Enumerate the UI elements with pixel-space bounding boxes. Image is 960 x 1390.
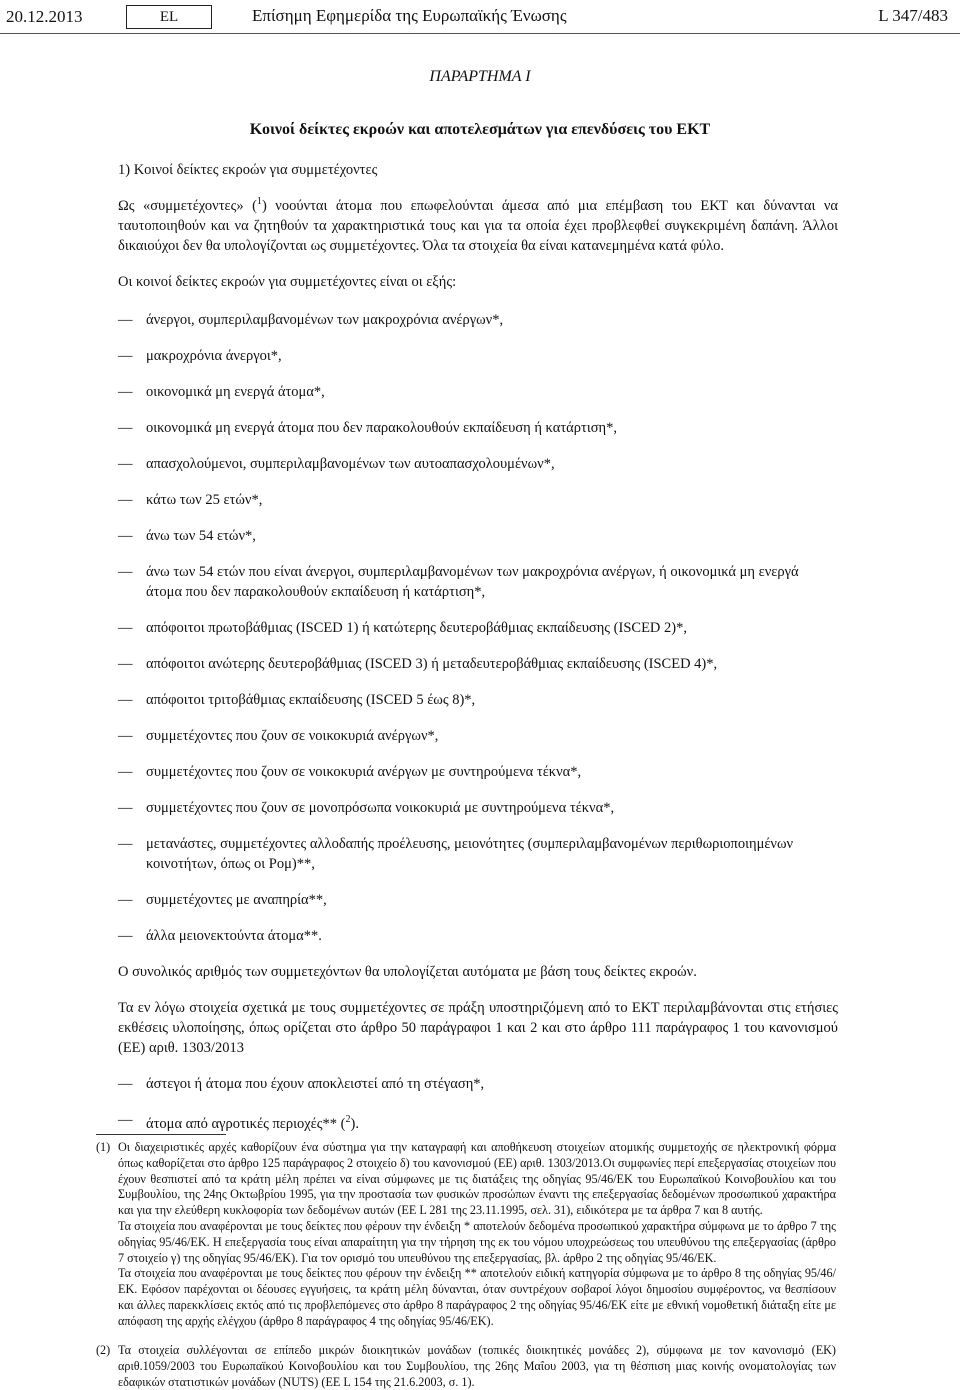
list-item: — συμμετέχοντες που ζουν σε νοικοκυριά ανέργων με συντηρούμενα τέκνα*,: [118, 763, 582, 780]
list-item: — άτομα από αγροτικές περιοχές** ($^2$).: [118, 1111, 359, 1132]
footnote-ref-1[interactable]: 1: [256, 196, 262, 207]
list-item: — συμμετέχοντες που ζουν σε μονοπρόσωπα νοικοκυριά με συντηρούμενα τέκνα*,: [118, 799, 615, 816]
total-paragraph: Ο συνολικός αριθμός των συμμετεχόντων θα υπολογίζεται αυτόματα με βάση τους δείκτες εκροών.: [118, 963, 697, 980]
list-item: — απόφοιτοι πρωτοβάθμιας (ISCED 1) ή κατώτερης δευτεροβάθμιας εκπαίδευσης (ISCED 2)*,: [118, 619, 687, 636]
list-item: — άνω των 54 ετών που είναι άνεργοι, συμπεριλαμβανομένων των μακροχρόνια ανέργων, ή οικονομικά μη ενεργά άτομα που δεν παρακολουθούν εκπαίδευση ή κατάρτιση*,: [118, 563, 799, 600]
header-date: 20.12.2013: [6, 7, 83, 26]
language-badge: EL: [126, 5, 212, 29]
footnote-2: [96, 1343, 836, 1390]
footnote-divider: [96, 1134, 226, 1135]
list-item: — άστεγοι ή άτομα που έχουν αποκλειστεί από τη στέγαση*,: [118, 1075, 485, 1092]
main-content: [118, 160, 838, 1150]
list-lead: Οι κοινοί δείκτες εκροών για συμμετέχοντες είναι οι εξής:: [118, 273, 457, 290]
intro-paragraph: Ως «συμμετέχοντες» ($^1$) νοούνται άτομα που επωφελούνται άμεσα από μια επέμβαση του ΕΚΤ και δύνανται να ταυτοποιηθούν και να ζητηθούν τα χαρακτηριστικά τους και για τα οποία έχει προβλεφθεί συγκεκριμένη δαπάνη. Άλλοι δικαιούχοι δεν θα υπολογίζονται ως συμμετέχοντες. Όλα τα στοιχεία θα είναι κατανεμημένα κατά φύλο.: [118, 196, 838, 254]
footnote-1: [96, 1140, 836, 1330]
list-item: — οικονομικά μη ενεργά άτομα*,: [118, 383, 325, 400]
list-item: — συμμετέχοντες που ζουν σε νοικοκυριά ανέργων*,: [118, 727, 439, 744]
footnote-ref-2[interactable]: 2: [345, 1113, 351, 1125]
header-divider: [0, 33, 960, 34]
list-item: — απόφοιτοι τριτοβάθμιας εκπαίδευσης (ISCED 5 έως 8)*,: [118, 691, 476, 708]
footnote-paragraph: Τα στοιχεία που αναφέρονται με τους δείκτες που φέρουν την ένδειξη ** αποτελούν ειδική κατηγορία σύμφωνα με το άρθρο 8 της οδηγίας 95/46/ΕΚ. Εφόσον παρέχονται οι δέουσες εγγυήσεις, τα κράτη μέλη δύνανται, όταν συντρέχουν σοβαροί λόγοι δημοσίου συμφέροντος, να θεσπίσουν και άλλες παρεκκλίσεις εκτός από τις προβλεπόμενες στο άρθρο 8 παράγραφος 2 της οδηγίας 95/46/ΕΚ είτε με εθνική νομοθετική διάταξη είτε με απόφαση της αρχής ελέγχου (άρθρο 8 παράγραφος 4 της οδηγίας 95/46/ΕΚ).: [118, 1266, 836, 1328]
section-heading: 1) Κοινοί δείκτες εκροών για συμμετέχοντες: [118, 162, 378, 178]
list-item: — άνεργοι, συμπεριλαμβανομένων των μακροχρόνια ανέργων*,: [118, 311, 504, 328]
list-item: — οικονομικά μη ενεργά άτομα που δεν παρακολουθούν εκπαίδευση ή κατάρτιση*,: [118, 419, 617, 436]
document-title: Κοινοί δείκτες εκροών και αποτελεσμάτων για επενδύσεις του ΕΚΤ: [249, 121, 711, 138]
annex-label: ΠΑΡΑΡΤΗΜΑ I: [429, 68, 531, 85]
list-item: — μακροχρόνια άνεργοι*,: [118, 347, 282, 364]
list-item: — απόφοιτοι ανώτερης δευτεροβάθμιας (ISCED 3) ή μεταδευτεροβάθμιας εκπαίδευσης (ISCED 4)*,: [118, 655, 718, 672]
footnote-number: (1): [96, 1140, 111, 1154]
annual-report-paragraph: Τα εν λόγω στοιχεία σχετικά με τους συμμετέχοντες σε πράξη υποστηριζόμενη από το ΕΚΤ περιλαμβάνονται στις ετήσιες εκθέσεις υλοποίησης, όπως ορίζεται στο άρθρο 50 παράγραφοι 1 και 2 και στο άρθρο 111 παράγραφος 1 του κανονισμού (ΕΕ) αριθ. 1303/2013: [118, 999, 838, 1056]
page-header: [0, 0, 960, 36]
footnote-number: (2): [96, 1343, 111, 1357]
list-item: — απασχολούμενοι, συμπεριλαμβανομένων των αυτοαπασχολουμένων*,: [118, 455, 555, 472]
list-item: — άνω των 54 ετών*,: [118, 527, 256, 544]
journal-title: Επίσημη Εφημερίδα της Ευρωπαϊκής Ένωσης: [252, 6, 567, 25]
footnote-paragraph: Οι διαχειριστικές αρχές καθορίζουν ένα σύστημα για την καταγραφή και αποθήκευση στοιχείων ατομικής συμμετοχής σε ηλεκτρονική φόρμα όπως καθορίζεται στο άρθρο 125 παράγραφος 2 στοιχείο δ) του κανονισμού (ΕΕ) αριθ. 1303/2013.Οι συμφωνίες περί επεξεργασίας στοιχείων που έχουν θεσπιστεί από τα κράτη μέλη πρέπει να είναι σύμφωνες με τις διατάξεις της οδηγίας 95/46/ΕΚ του Ευρωπαϊκού Κοινοβουλίου και του Συμβουλίου, της 24ης Οκτωβρίου 1995, για την προστασία των φυσικών προσώπων έναντι της επεξεργασίας δεδομένων προσωπικού χαρακτήρα και για την ελεύθερη κυκλοφορία των δεδομένων αυτών (ΕΕ L 281 της 23.11.1995, σελ. 31), ειδικότερα με τα άρθρα 7 και 8 αυτής.: [118, 1140, 836, 1218]
footnote-paragraph: Τα στοιχεία που αναφέρονται με τους δείκτες που φέρουν την ένδειξη * αποτελούν δεδομένα προσωπικού χαρακτήρα σύμφωνα με το άρθρο 7 της οδηγίας 95/46/ΕΚ. Η επεξεργασία τους είναι απαραίτητη για την τήρηση της εκ του νόμου υποχρεώσεως του υπευθύνου της επεξεργασίας (άρθρο 7 στοιχείο γ) της οδηγίας 95/46/ΕΚ). Για τον ορισμό του υπευθύνου της επεξεργασίας, βλ. άρθρο 2 της οδηγίας 95/46/ΕΚ.: [118, 1218, 836, 1265]
footnote-paragraph: Τα στοιχεία συλλέγονται σε επίπεδο μικρών διοικητικών μονάδων (τοπικές διοικητικές μονάδες 2), σύμφωνα με τον κανονισμό (ΕΚ) αριθ.1059/2003 του Ευρωπαϊκού Κοινοβουλίου και του Συμβουλίου, της 26ης Μαΐου 2003, για τη θέσπιση μιας κοινής ονοματολογίας των εδαφικών στατιστικών μονάδων (NUTS) (ΕΕ L 154 της 21.6.2003, σ. 1).: [118, 1343, 836, 1389]
page-reference: L 347/483: [878, 6, 948, 25]
list-item: — μετανάστες, συμμετέχοντες αλλοδαπής προέλευσης, μειονότητες (συμπεριλαμβανομένων περιθωριοποιημένων κοινοτήτων, όπως οι Ρομ)**,: [118, 835, 794, 872]
list-item: — κάτω των 25 ετών*,: [118, 491, 263, 508]
list-item: — συμμετέχοντες με αναπηρία**,: [118, 891, 327, 908]
list-item: — άλλα μειονεκτούντα άτομα**.: [118, 927, 322, 944]
indicator-list: [118, 310, 838, 946]
